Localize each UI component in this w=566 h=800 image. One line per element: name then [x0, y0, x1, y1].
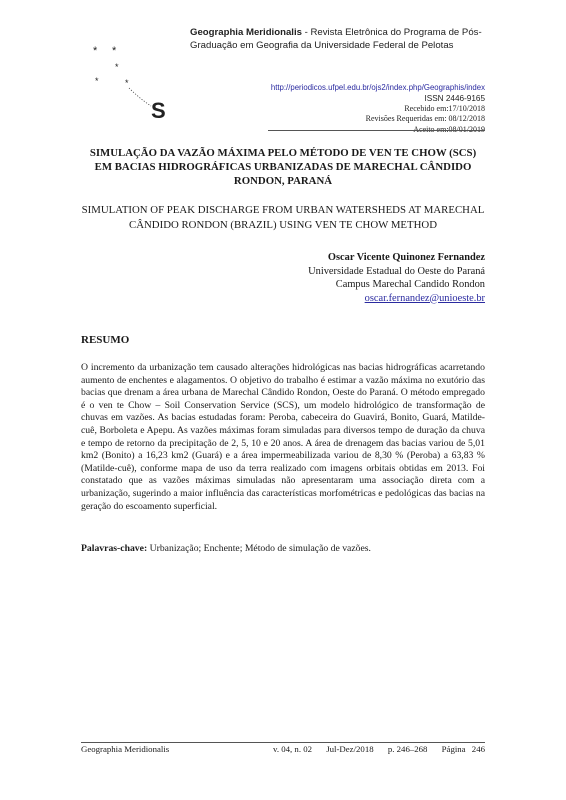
logo-letter: S — [151, 98, 166, 120]
article-metadata — [185, 83, 485, 135]
footer-volume: v. 04, n. 02 — [273, 744, 313, 754]
author-affiliation: Universidade Estadual do Oeste do Paraná — [308, 265, 485, 277]
footer-divider — [81, 742, 485, 743]
journal-url[interactable]: http://periodicos.ufpel.edu.br/ojs2/index.php/Geographis/index — [270, 83, 485, 92]
svg-text:*: * — [95, 76, 99, 86]
issn: ISSN 2446-9165 — [424, 94, 485, 103]
journal-header — [190, 26, 485, 52]
author-block — [185, 251, 485, 305]
abstract-text: O incremento da urbanização tem causado alterações hidrológicas nas bacias hidrográficas acarretando aumento de enchentes e alagamentos. O objetivo do trabalho é estimar a vazão máxima no exutório das bacias que drenam a área urbana de Marechal Cândido Rondon, Oeste do Paraná. O método empregado é o ven te Chow – Soil Conservation Service (SCS), um modelo hidrológico de transformação de chuvas em vazões. As bacias estudadas foram: Peroba, cabeceira do Guavirá, Bonito, Guará, Matilde-cuê, Borboleta e Apepu. As vazões máximas foram simuladas para diversos tempo de duração da chuva e tempo de retorno da precipitação de 2, 5, 10 e 20 anos. A área de drenagem das bacias variou de 5,01 km2 (Bonito) a 16,23 km2 (Guará) e a área impermeabilizada variou de 8,30 % (Peroba) a 63,83 % (Matilde-cuê), conforme mapa de uso da terra realizado com imagens orbitais obtidas em 2013. Foi constatado que as vazões máximas simuladas não apresentaram uma associação direta com a urbanização, sugerindo a maior influência das características morfométricas e pedológicas das bacias na geração do escoamento superficial. — [81, 362, 485, 512]
journal-description: - Revista Eletrônica do Programa de Pós-Graduação em Geografia da Universidade Federal de Pelotas — [190, 27, 482, 51]
title-english: SIMULATION OF PEAK DISCHARGE FROM URBAN WATERSHEDS AT MARECHAL CÂNDIDO RONDON (BRAZIL) USING VEN TE CHOW METHOD — [81, 204, 485, 231]
journal-logo — [85, 40, 175, 120]
footer-page-label: Página — [441, 744, 466, 754]
received-date: Recebido em:17/10/2018 — [404, 104, 485, 113]
title-portuguese: SIMULAÇÃO DA VAZÃO MÁXIMA PELO MÉTODO DE VEN TE CHOW (SCS) EM BACIAS HIDROGRÁFICAS URBANIZADAS DE MARECHAL CÂNDIDO RONDON, PARANÁ — [89, 147, 477, 187]
revised-date: Revisões Requeridas em: 08/12/2018 — [365, 114, 485, 124]
svg-text:*: * — [112, 45, 117, 57]
abstract-heading: RESUMO — [81, 334, 130, 346]
author-name: Oscar Vicente Quinonez Fernandez — [327, 252, 485, 263]
accepted-date: Aceito em:08/01/2019 — [413, 124, 485, 134]
svg-text:*: * — [125, 78, 129, 88]
author-email[interactable]: oscar.fernandez@unioeste.br — [364, 292, 485, 304]
keywords-text: Urbanização; Enchente; Método de simulação de vazões. — [147, 543, 371, 554]
footer-period: Jul-Dez/2018 — [326, 744, 374, 754]
footer-page-number: 246 — [471, 744, 485, 754]
metadata-divider — [268, 130, 485, 131]
keywords — [81, 543, 485, 556]
footer-pages: p. 246–268 — [387, 744, 428, 754]
svg-text:*: * — [115, 62, 119, 72]
page-footer — [81, 744, 485, 754]
author-campus: Campus Marechal Candido Rondon — [335, 279, 485, 290]
keywords-label: Palavras-chave: — [81, 543, 148, 554]
journal-name: Geographia Meridionalis — [190, 27, 302, 38]
svg-text:*: * — [93, 45, 98, 57]
footer-journal: Geographia Meridionalis — [81, 744, 170, 754]
